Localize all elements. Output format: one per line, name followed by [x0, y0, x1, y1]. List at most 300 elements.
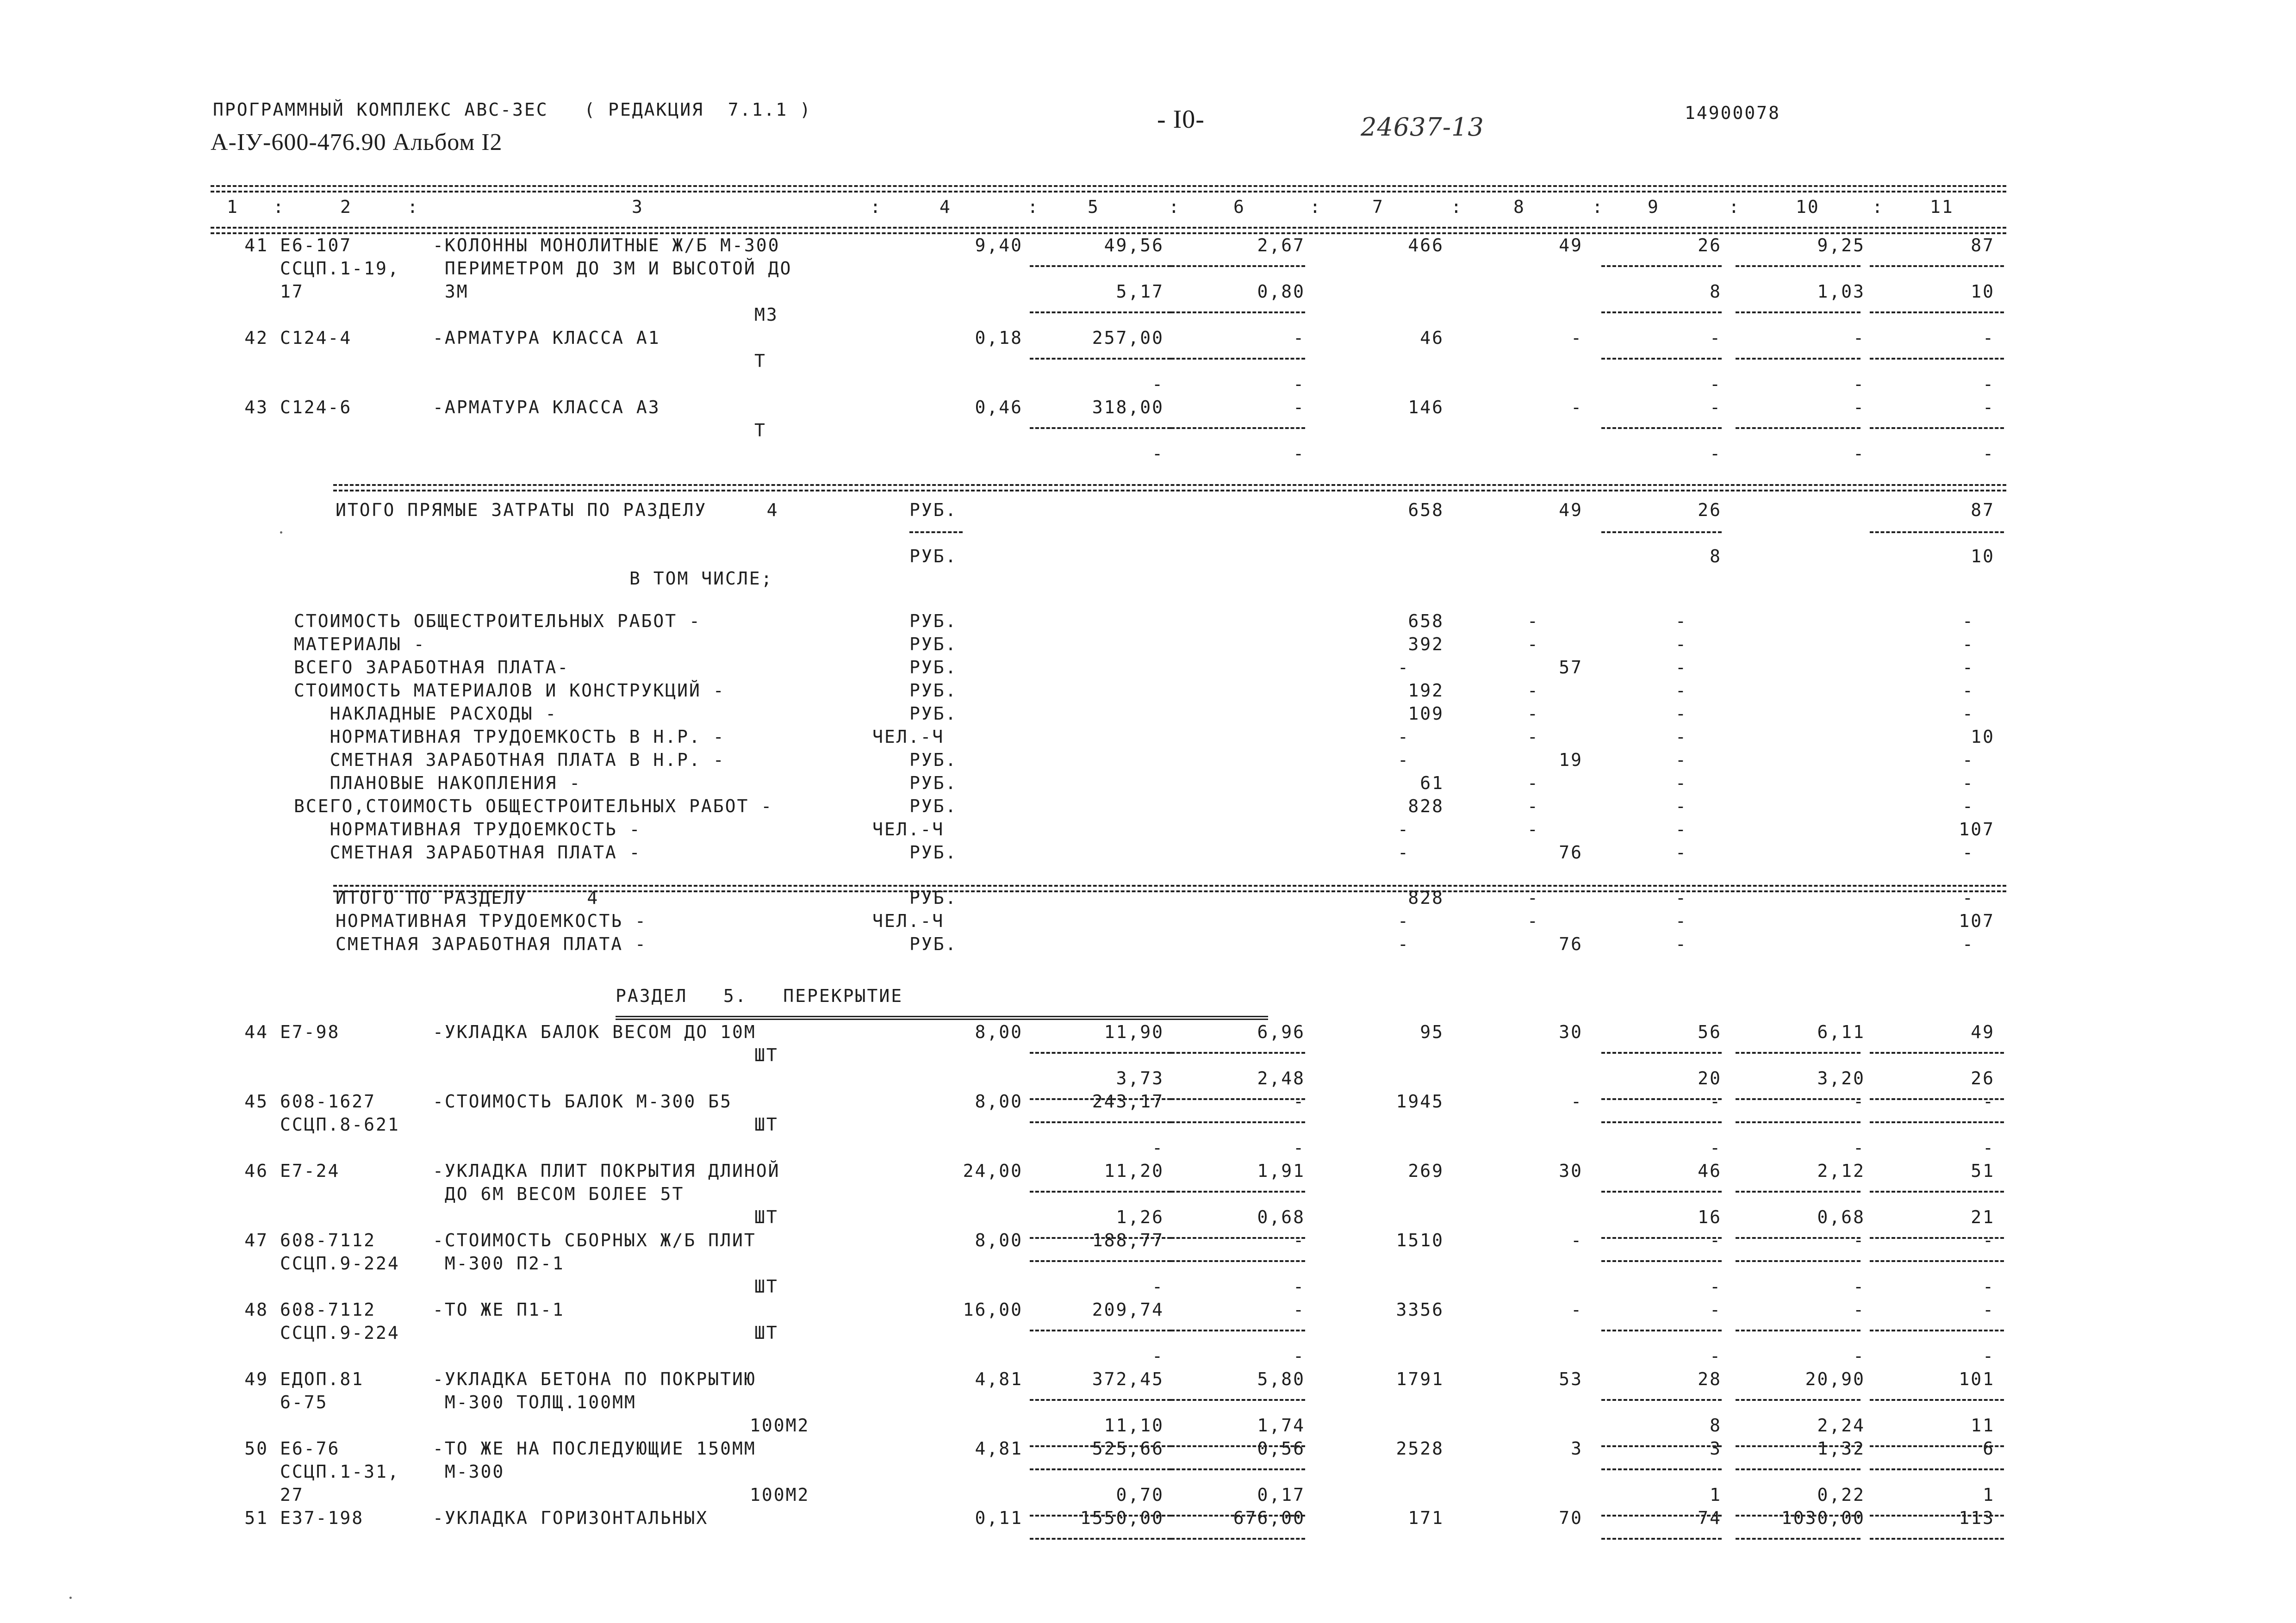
cell-c1-row-48: 48 [244, 1300, 268, 1320]
section-total-c7: 658 [1408, 500, 1444, 520]
subtotal-rule [1736, 358, 1860, 360]
cell-c2-row-47: 608-7112 [280, 1230, 376, 1250]
cell-c2-row-2: 17 [280, 281, 304, 302]
total-rule [333, 484, 2006, 486]
subtotal-rule [1171, 1191, 1305, 1193]
breakdown-c11: - [1962, 703, 1974, 724]
cell-c9-row-46: 46 [1698, 1161, 1722, 1181]
cell-unit-row-11: ШТ [754, 1276, 778, 1297]
subtotal-rule [1030, 1399, 1171, 1401]
subtotal-rule [1171, 358, 1305, 360]
cell-c3-row-45: -СТОИМОСТЬ БАЛОК М-300 Б5 [433, 1091, 732, 1112]
subtotal-rule [1601, 1260, 1722, 1262]
breakdown-c7: - [1398, 727, 1410, 747]
cell-c10-row-42: - [1853, 328, 1865, 348]
cell-c11-row-2: 10 [1971, 281, 1995, 302]
subtotal-rule [1870, 427, 2004, 429]
breakdown-c8: 76 [1559, 934, 1583, 954]
breakdown-c7: 61 [1420, 773, 1444, 793]
cell-c6-row-11: - [1293, 1276, 1305, 1297]
subtotal-rule [1601, 1191, 1722, 1193]
breakdown-c8: 57 [1559, 657, 1583, 678]
cell-c10-row-5: - [1853, 1138, 1865, 1158]
cell-c3-row-48: -ТО ЖЕ П1-1 [433, 1300, 565, 1320]
cell-c9-row-5: - [1710, 1138, 1722, 1158]
breakdown-c9: - [1675, 911, 1687, 931]
cell-c8-row-48: - [1571, 1300, 1583, 1320]
subtotal-rule [1601, 427, 1722, 429]
cell-c5-row-9: - [1152, 443, 1164, 464]
breakdown-unit: РУБ. [909, 680, 958, 701]
breakdown-label: СМЕТНАЯ ЗАРАБОТНАЯ ПЛАТА - [336, 934, 647, 954]
cell-c11-row-20: 1 [1983, 1485, 1995, 1505]
cell-c9-row-2: 20 [1698, 1068, 1722, 1088]
cell-c9-row-20: 1 [1710, 1485, 1722, 1505]
breakdown-c7: - [1398, 934, 1410, 954]
cell-c3-row-49: -УКЛАДКА БЕТОНА ПО ПОКРЫТИЮ [433, 1369, 756, 1389]
cell-c9-row-44: 56 [1698, 1022, 1722, 1042]
cell-c5-row-50: 525,66 [1092, 1438, 1164, 1459]
subtotal-rule [1030, 1538, 1171, 1540]
breakdown-c7: - [1398, 819, 1410, 839]
cell-c10-row-44: 6,11 [1817, 1022, 1865, 1042]
section-total-c11b: 10 [1971, 546, 1995, 566]
handwritten-doc-number: 24637-13 [1361, 112, 1484, 142]
cell-c10-row-11: - [1853, 1276, 1865, 1297]
cell-c4-row-44: 8,00 [975, 1022, 1023, 1042]
cell-c9-row-42: - [1710, 328, 1722, 348]
unit-rule [909, 531, 963, 533]
cell-c5-row-6: - [1152, 374, 1164, 394]
column-header-11: 11 [1930, 197, 1954, 217]
section-5-title-underline [616, 1016, 1268, 1020]
subtotal-rule [1870, 1399, 2004, 1401]
breakdown-c7: - [1398, 750, 1410, 770]
subtotal-rule [1601, 1399, 1722, 1401]
breakdown-c11: - [1962, 796, 1974, 816]
cell-c6-row-47: - [1293, 1230, 1305, 1250]
breakdown-unit: ЧЕЛ.-Ч [872, 911, 945, 931]
cell-unit-row-13: ШТ [754, 1323, 778, 1343]
cell-unit-row-4: ШТ [754, 1114, 778, 1135]
cell-c5-row-44: 11,90 [1104, 1022, 1164, 1042]
column-header-3: 3 [632, 197, 644, 217]
breakdown-c11: - [1962, 773, 1974, 793]
subtotal-rule [1601, 1330, 1722, 1331]
breakdown-c8: 76 [1559, 842, 1583, 863]
cell-unit-row-20: 100М2 [750, 1485, 810, 1505]
cell-c2-row-49: ЕДОП.81 [280, 1369, 364, 1389]
cell-c5-row-49: 372,45 [1092, 1369, 1164, 1389]
cell-c10-row-2: 3,20 [1817, 1068, 1865, 1088]
cell-c8-row-46: 30 [1559, 1161, 1583, 1181]
column-header-7: 7 [1372, 197, 1384, 217]
cell-c5-row-51: 1550,00 [1080, 1508, 1164, 1528]
cell-c6-row-14: - [1293, 1346, 1305, 1366]
cell-c8-row-47: - [1571, 1230, 1583, 1250]
cell-c5-row-46: 11,20 [1104, 1161, 1164, 1181]
cell-c10-row-14: - [1853, 1346, 1865, 1366]
cell-c1-row-49: 49 [244, 1369, 268, 1389]
breakdown-c9: - [1675, 634, 1687, 654]
header-bottom-rule-2 [211, 232, 2006, 234]
cell-c3-row-41: -КОЛОННЫ МОНОЛИТНЫЕ Ж/Б М-300 [433, 235, 780, 255]
cell-c2-row-46: Е7-24 [280, 1161, 340, 1181]
cell-c4-row-45: 8,00 [975, 1091, 1023, 1112]
breakdown-label: ВСЕГО ЗАРАБОТНАЯ ПЛАТА- [294, 657, 570, 678]
breakdown-c7: 658 [1408, 611, 1444, 631]
cell-c3-row-7: ДО 6М ВЕСОМ БОЛЕЕ 5Т [433, 1184, 684, 1204]
breakdown-c9: - [1675, 727, 1687, 747]
cell-c3-row-51: -УКЛАДКА ГОРИЗОНТАЛЬНЫХ [433, 1508, 709, 1528]
breakdown-label: НОРМАТИВНАЯ ТРУДОЕМКОСТЬ - [294, 819, 641, 839]
cell-c1-row-41: 41 [244, 235, 268, 255]
subtotal-rule [1030, 1260, 1171, 1262]
cell-c2-row-51: Е37-198 [280, 1508, 364, 1528]
breakdown-unit: РУБ. [909, 750, 958, 770]
cell-c1-row-47: 47 [244, 1230, 268, 1250]
cell-c8-row-50: 3 [1571, 1438, 1583, 1459]
cell-c9-row-11: - [1710, 1276, 1722, 1297]
cell-c4-row-46: 24,00 [963, 1161, 1023, 1181]
subtotal-rule [1171, 1052, 1305, 1054]
cell-c6-row-51: 676,00 [1233, 1508, 1305, 1528]
cell-c3-row-43: -АРМАТУРА КЛАССА А3 [433, 397, 660, 417]
breakdown-c7: - [1398, 911, 1410, 931]
subtotal-rule [1736, 1538, 1860, 1540]
breakdown-unit: ЧЕЛ.-Ч [872, 727, 945, 747]
breakdown-c9: - [1675, 842, 1687, 863]
section-total-unit-2: РУБ. [909, 546, 958, 566]
cell-c5-row-47: 188,77 [1092, 1230, 1164, 1250]
subtotal-rule [1171, 1260, 1305, 1262]
subtotal-rule [1736, 1052, 1860, 1054]
header-bottom-rule [211, 227, 2006, 229]
cell-c3-row-46: -УКЛАДКА ПЛИТ ПОКРЫТИЯ ДЛИНОЙ [433, 1161, 780, 1181]
breakdown-unit: РУБ. [909, 657, 958, 678]
column-separator: : [1729, 197, 1741, 217]
column-header-4: 4 [940, 197, 952, 217]
subtotal-rule [1870, 358, 2004, 360]
column-separator: : [1872, 197, 1884, 217]
cell-c6-row-2: 0,80 [1257, 281, 1305, 302]
cell-c2-row-41: Е6-107 [280, 235, 352, 255]
breakdown-c11: - [1962, 611, 1974, 631]
cell-c10-row-6: - [1853, 374, 1865, 394]
cell-c10-row-46: 2,12 [1817, 1161, 1865, 1181]
breakdown-c8: - [1527, 911, 1539, 931]
cell-c4-row-43: 0,46 [975, 397, 1023, 417]
cell-c10-row-43: - [1853, 397, 1865, 417]
cell-c4-row-50: 4,81 [975, 1438, 1023, 1459]
cell-c9-row-41: 26 [1698, 235, 1722, 255]
breakdown-unit: РУБ. [909, 611, 958, 631]
cell-c3-row-10: М-300 П2-1 [433, 1253, 565, 1274]
cell-c3-row-47: -СТОИМОСТЬ СБОРНЫХ Ж/Б ПЛИТ [433, 1230, 756, 1250]
cell-c6-row-48: - [1293, 1300, 1305, 1320]
cell-c6-row-5: - [1293, 1138, 1305, 1158]
cell-c7-row-49: 1791 [1396, 1369, 1444, 1389]
cell-c9-row-45: - [1710, 1091, 1722, 1112]
cell-c6-row-45: - [1293, 1091, 1305, 1112]
cell-c8-row-43: - [1571, 397, 1583, 417]
cell-c10-row-51: 1030,00 [1781, 1508, 1865, 1528]
breakdown-c9: - [1675, 657, 1687, 678]
cell-c1-row-43: 43 [244, 397, 268, 417]
subtotal-rule [1870, 1052, 2004, 1054]
subtotal-rule [1030, 358, 1171, 360]
cell-c10-row-47: - [1853, 1230, 1865, 1250]
cell-c5-row-14: - [1152, 1346, 1164, 1366]
c9-rule [1601, 531, 1722, 533]
cell-c11-row-11: - [1983, 1276, 1995, 1297]
breakdown-c7: 392 [1408, 634, 1444, 654]
including-label: В ТОМ ЧИСЛЕ; [629, 568, 773, 589]
column-separator: : [273, 197, 285, 217]
cell-c11-row-44: 49 [1971, 1022, 1995, 1042]
cell-c5-row-2: 3,73 [1116, 1068, 1164, 1088]
column-header-10: 10 [1796, 197, 1820, 217]
subtotal-rule [1030, 1191, 1171, 1193]
subtotal-rule [1601, 358, 1722, 360]
cell-c1-row-50: 50 [244, 1438, 268, 1459]
cell-c9-row-8: 16 [1698, 1207, 1722, 1227]
breakdown-c7: 828 [1408, 888, 1444, 908]
cell-unit-row-8: Т [754, 420, 766, 441]
cell-c10-row-9: - [1853, 443, 1865, 464]
column-header-9: 9 [1648, 197, 1660, 217]
cell-c4-row-49: 4,81 [975, 1369, 1023, 1389]
breakdown-c8: - [1527, 634, 1539, 654]
subtotal-rule [1870, 311, 2004, 313]
breakdown-c9: - [1675, 750, 1687, 770]
breakdown-label: НАКЛАДНЫЕ РАСХОДЫ - [294, 703, 558, 724]
column-separator: : [1451, 197, 1463, 217]
cell-c11-row-5: - [1983, 1138, 1995, 1158]
subtotal-rule [1030, 311, 1171, 313]
cell-c11-row-51: 113 [1959, 1508, 1995, 1528]
cell-c1-row-51: 51 [244, 1508, 268, 1528]
subtotal-rule [1736, 1468, 1860, 1470]
subtotal-rule [1870, 1191, 2004, 1193]
subtotal-rule [1736, 311, 1860, 313]
cell-unit-row-3: М3 [754, 305, 778, 325]
cell-c11-row-14: - [1983, 1346, 1995, 1366]
breakdown-c11: - [1962, 888, 1974, 908]
cell-c9-row-6: - [1710, 374, 1722, 394]
cell-c7-row-46: 269 [1408, 1161, 1444, 1181]
subtotal-rule [1736, 1260, 1860, 1262]
cell-c3-row-2: 3М [433, 281, 469, 302]
summary-rule [333, 885, 2006, 887]
section-total-label: ИТОГО ПРЯМЫЕ ЗАТРАТЫ ПО РАЗДЕЛУ 4 [336, 500, 779, 520]
cell-unit-row-8: ШТ [754, 1207, 778, 1227]
cell-c10-row-50: 1,32 [1817, 1438, 1865, 1459]
cell-c5-row-20: 0,70 [1116, 1485, 1164, 1505]
cell-c5-row-17: 11,10 [1104, 1415, 1164, 1436]
cell-c6-row-50: 0,56 [1257, 1438, 1305, 1459]
breakdown-unit: РУБ. [909, 888, 958, 908]
cell-c11-row-9: - [1983, 443, 1995, 464]
cell-c6-row-6: - [1293, 374, 1305, 394]
breakdown-c8: - [1527, 819, 1539, 839]
cell-c9-row-47: - [1710, 1230, 1722, 1250]
cell-c10-row-41: 9,25 [1817, 235, 1865, 255]
breakdown-label: ИТОГО ПО РАЗДЕЛУ 4 [336, 888, 599, 908]
breakdown-label: СМЕТНАЯ ЗАРАБОТНАЯ ПЛАТА - [294, 842, 641, 863]
subtotal-rule [1030, 1330, 1171, 1331]
subtotal-rule [1171, 1538, 1305, 1540]
header-top-rule-2 [211, 191, 2006, 193]
subtotal-rule [1030, 1052, 1171, 1054]
cell-c7-row-51: 171 [1408, 1508, 1444, 1528]
breakdown-c9: - [1675, 611, 1687, 631]
subtotal-rule [1870, 1330, 2004, 1331]
cell-c6-row-44: 6,96 [1257, 1022, 1305, 1042]
cell-c5-row-11: - [1152, 1276, 1164, 1297]
breakdown-c11: - [1962, 634, 1974, 654]
cell-c2-row-19: ССЦП.1-31, [280, 1461, 400, 1482]
cell-c6-row-46: 1,91 [1257, 1161, 1305, 1181]
cell-c9-row-14: - [1710, 1346, 1722, 1366]
cell-c7-row-48: 3356 [1396, 1300, 1444, 1320]
total-rule-2 [333, 490, 2006, 491]
subtotal-rule [1171, 427, 1305, 429]
breakdown-unit: РУБ. [909, 934, 958, 954]
subtotal-rule [1601, 1052, 1722, 1054]
subtotal-rule [1030, 265, 1171, 267]
subtotal-rule [1171, 265, 1305, 267]
cell-c5-row-5: - [1152, 1138, 1164, 1158]
subtotal-rule [1171, 1330, 1305, 1331]
cell-c9-row-43: - [1710, 397, 1722, 417]
cell-c5-row-41: 49,56 [1104, 235, 1164, 255]
speck [280, 531, 282, 534]
column-separator: : [407, 197, 419, 217]
breakdown-c7: 109 [1408, 703, 1444, 724]
breakdown-c11: 107 [1959, 819, 1995, 839]
breakdown-c7: 192 [1408, 680, 1444, 701]
cell-c10-row-17: 2,24 [1817, 1415, 1865, 1436]
breakdown-c9: - [1675, 888, 1687, 908]
cell-c10-row-20: 0,22 [1817, 1485, 1865, 1505]
subtotal-rule [1601, 265, 1722, 267]
cell-c7-row-50: 2528 [1396, 1438, 1444, 1459]
cell-c9-row-48: - [1710, 1300, 1722, 1320]
breakdown-label: ВСЕГО,СТОИМОСТЬ ОБЩЕСТРОИТЕЛЬНЫХ РАБОТ - [294, 796, 773, 816]
breakdown-label: СТОИМОСТЬ ОБЩЕСТРОИТЕЛЬНЫХ РАБОТ - [294, 611, 701, 631]
breakdown-label: НОРМАТИВНАЯ ТРУДОЕМКОСТЬ В Н.Р. - [294, 727, 725, 747]
cell-c2-row-50: Е6-76 [280, 1438, 340, 1459]
cell-c7-row-45: 1945 [1396, 1091, 1444, 1112]
cell-c2-row-1: ССЦП.1-19, [280, 258, 400, 279]
breakdown-c9: - [1675, 934, 1687, 954]
cell-c11-row-50: 6 [1983, 1438, 1995, 1459]
cell-c11-row-6: - [1983, 374, 1995, 394]
breakdown-c9: - [1675, 703, 1687, 724]
cell-c2-row-16: 6-75 [280, 1392, 328, 1412]
subtotal-rule [1030, 427, 1171, 429]
cell-c7-row-42: 46 [1420, 328, 1444, 348]
cell-c11-row-17: 11 [1971, 1415, 1995, 1436]
cell-c8-row-49: 53 [1559, 1369, 1583, 1389]
cell-c1-row-44: 44 [244, 1022, 268, 1042]
breakdown-c11: - [1962, 842, 1974, 863]
cell-c2-row-20: 27 [280, 1485, 304, 1505]
column-separator: : [1310, 197, 1322, 217]
breakdown-c7: 828 [1408, 796, 1444, 816]
section-total-c11: 87 [1971, 500, 1995, 520]
cell-c8-row-42: - [1571, 328, 1583, 348]
subtotal-rule [1870, 265, 2004, 267]
cell-c5-row-8: 1,26 [1116, 1207, 1164, 1227]
cell-c6-row-2: 2,48 [1257, 1068, 1305, 1088]
header-top-rule [211, 185, 2006, 187]
breakdown-c8: 19 [1559, 750, 1583, 770]
cell-c11-row-47: - [1983, 1230, 1995, 1250]
breakdown-c8: - [1527, 703, 1539, 724]
section-total-c9b: 8 [1710, 546, 1722, 566]
cell-c11-row-8: 21 [1971, 1207, 1995, 1227]
column-separator: : [1592, 197, 1604, 217]
program-line: ПРОГРАММНЫЙ КОМПЛЕКС АВС-ЗЕС ( РЕДАКЦИЯ 7.1.1 ) [213, 99, 812, 120]
breakdown-label: СМЕТНАЯ ЗАРАБОТНАЯ ПЛАТА В Н.Р. - [294, 750, 725, 770]
breakdown-unit: ЧЕЛ.-Ч [872, 819, 945, 839]
cell-c2-row-45: 608-1627 [280, 1091, 376, 1112]
section-total-c8: 49 [1559, 500, 1583, 520]
cell-c6-row-42: - [1293, 328, 1305, 348]
column-header-2: 2 [340, 197, 352, 217]
cell-c3-row-16: М-300 ТОЛЩ.100ММ [433, 1392, 636, 1412]
subtotal-rule [1601, 1538, 1722, 1540]
cell-c5-row-48: 209,74 [1092, 1300, 1164, 1320]
cell-c7-row-44: 95 [1420, 1022, 1444, 1042]
cell-c10-row-8: 0,68 [1817, 1207, 1865, 1227]
breakdown-c8: - [1527, 796, 1539, 816]
breakdown-label: НОРМАТИВНАЯ ТРУДОЕМКОСТЬ - [336, 911, 647, 931]
cell-c4-row-41: 9,40 [975, 235, 1023, 255]
column-separator: : [1027, 197, 1039, 217]
cell-c6-row-49: 5,80 [1257, 1369, 1305, 1389]
cell-c7-row-41: 466 [1408, 235, 1444, 255]
cell-c3-row-50: -ТО ЖЕ НА ПОСЛЕДУЮЩИЕ 150ММ [433, 1438, 756, 1459]
cell-c9-row-50: 3 [1710, 1438, 1722, 1459]
cell-c5-row-42: 257,00 [1092, 328, 1164, 348]
cell-c11-row-49: 101 [1959, 1369, 1995, 1389]
cell-c5-row-45: 243,17 [1092, 1091, 1164, 1112]
breakdown-unit: РУБ. [909, 634, 958, 654]
cell-c7-row-47: 1510 [1396, 1230, 1444, 1250]
subtotal-rule [1171, 1399, 1305, 1401]
cell-c9-row-2: 8 [1710, 281, 1722, 302]
breakdown-c8: - [1527, 611, 1539, 631]
breakdown-label: СТОИМОСТЬ МАТЕРИАЛОВ И КОНСТРУКЦИЙ - [294, 680, 725, 701]
cell-c11-row-42: - [1983, 328, 1995, 348]
cell-c6-row-43: - [1293, 397, 1305, 417]
cell-c10-row-49: 20,90 [1805, 1369, 1865, 1389]
cell-c3-row-44: -УКЛАДКА БАЛОК ВЕСОМ ДО 10М [433, 1022, 756, 1042]
c11-rule [1870, 531, 2004, 533]
subtotal-rule [1171, 1121, 1305, 1123]
section-5-title: РАЗДЕЛ 5. ПЕРЕКРЫТИЕ [616, 986, 903, 1006]
breakdown-c8: - [1527, 888, 1539, 908]
subtotal-rule [1601, 1468, 1722, 1470]
cell-c6-row-20: 0,17 [1257, 1485, 1305, 1505]
breakdown-c9: - [1675, 680, 1687, 701]
subtotal-rule [1736, 427, 1860, 429]
subtotal-rule [1736, 265, 1860, 267]
cell-c2-row-13: ССЦП.9-224 [280, 1323, 400, 1343]
